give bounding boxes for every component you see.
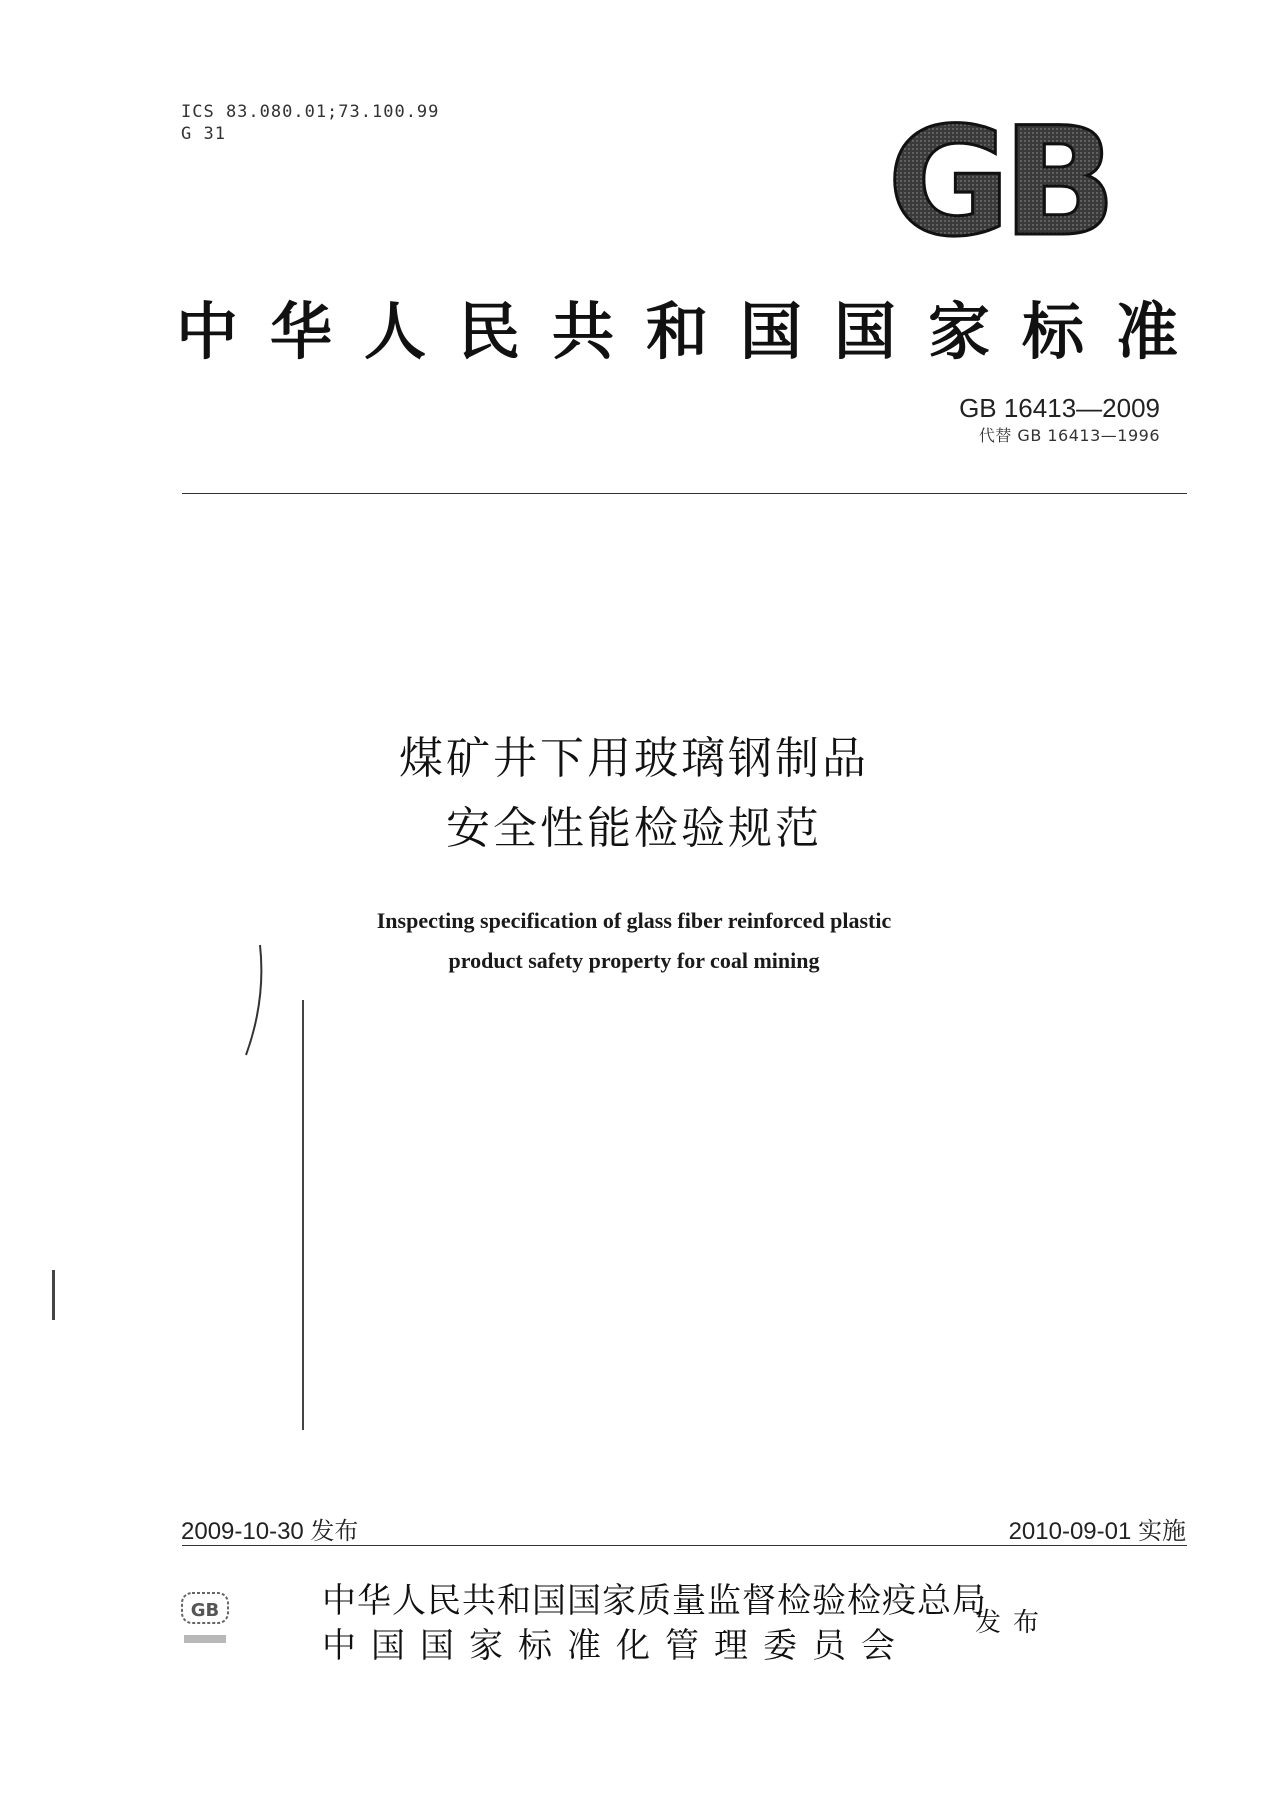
issue-word: 发布 [975,1608,1052,1638]
issue-date: 2009-10-30 发布 [181,1518,359,1545]
svg-text:GB: GB [190,1600,220,1621]
implementation-date: 2010-09-01 实施 [1008,1518,1186,1545]
issuer-line-1: 中华人民共和国国家质量监督检验检疫总局 [322,1581,987,1621]
scan-artifact-mark [52,1270,55,1320]
gb-logo [876,116,1121,246]
chinese-title-line-1: 煤矿井下用玻璃钢制品 [399,733,869,784]
footer-divider [182,1545,1187,1546]
scan-artifact-line [302,1000,304,1430]
issuer-line-2: 中国国家标准化管理委员会 [322,1626,910,1666]
svg-text:GB: GB [887,116,1109,246]
gb-stamp-icon [176,1583,236,1653]
scan-artifact-curve [238,940,268,1060]
national-standard-title: 中华人民共和国国家标准 [176,295,1211,368]
header-divider [182,493,1187,494]
english-title-line-2: product safety property for coal mining [448,948,820,973]
english-title-line-1: Inspecting specification of glass fiber reinforced plastic [376,908,892,933]
classification-codes [181,101,439,145]
ccs-code: G 31 [181,124,226,144]
ics-code: ICS 83.080.01;73.100.99 [181,102,440,122]
replaces-standard: 代替 GB 16413—1996 [978,426,1160,445]
standard-number: GB 16413—2009 [959,393,1160,423]
chinese-title-line-2: 安全性能检验规范 [446,803,822,854]
